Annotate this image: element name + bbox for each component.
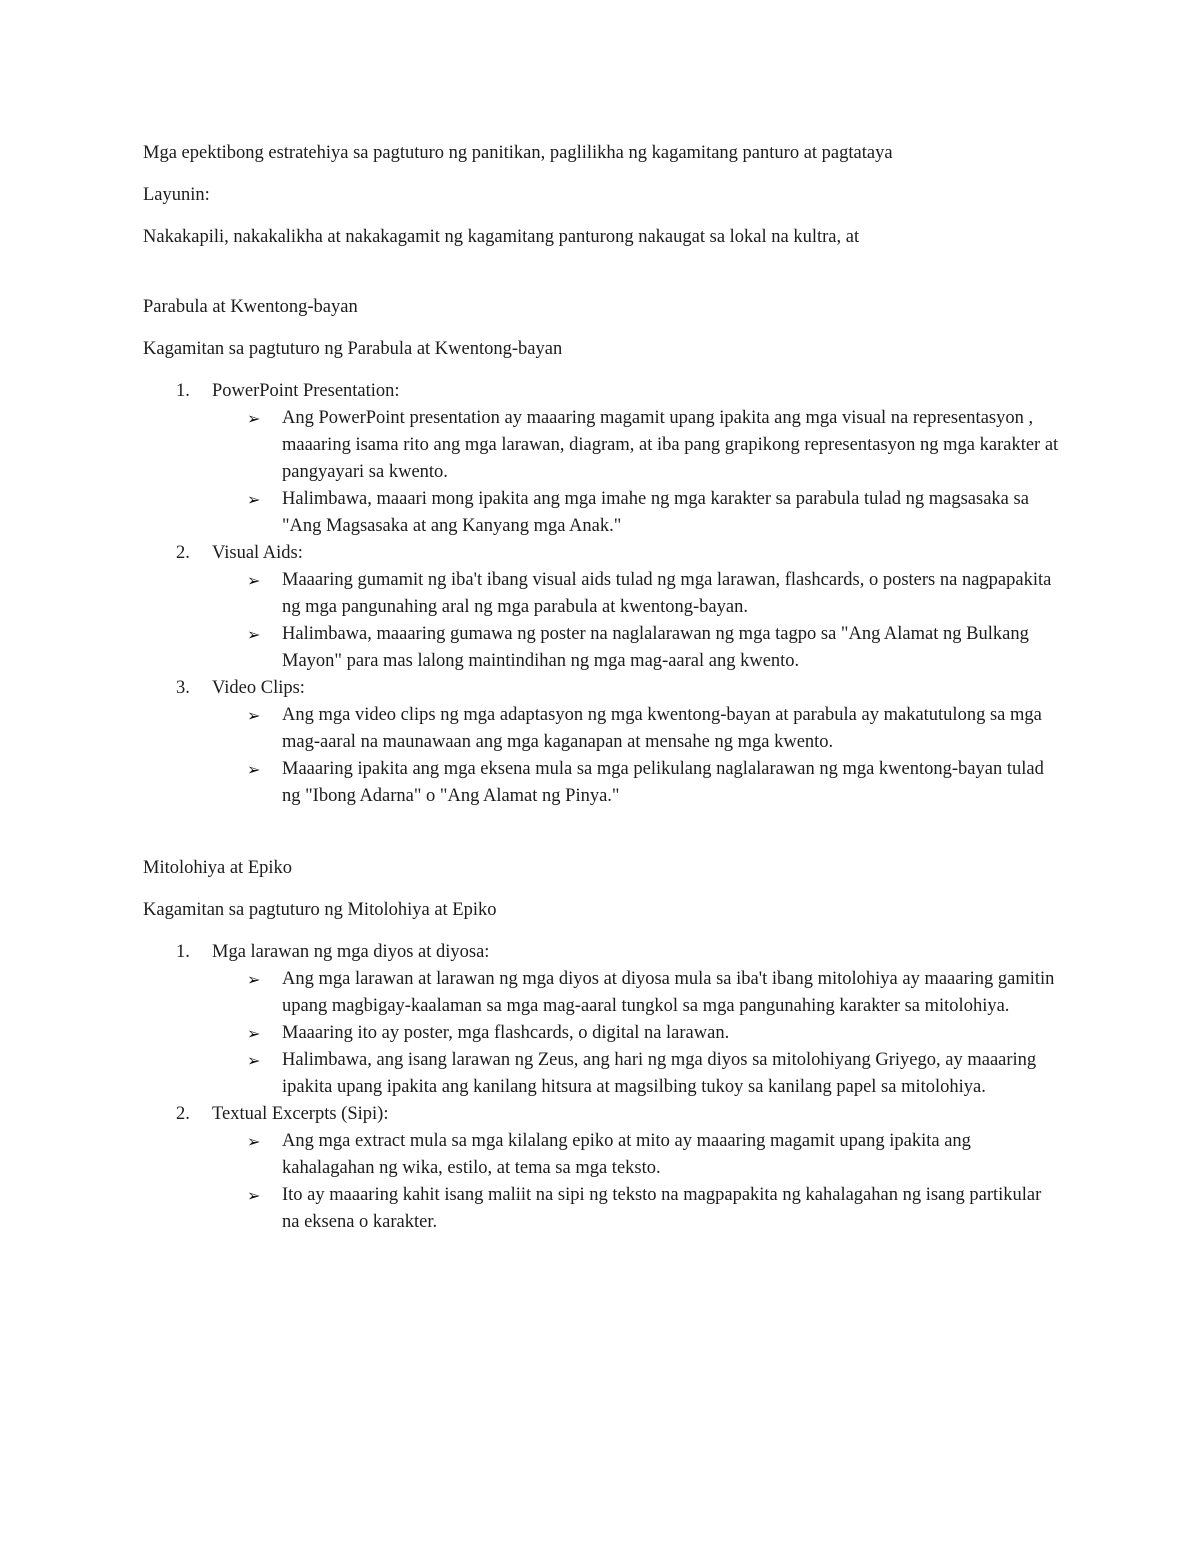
bullet-text: Ang mga extract mula sa mga kilalang epiko at mito ay maaaring magamit upang ipakita ang kahalagahan ng wika, estilo, at tema sa mga teksto. xyxy=(282,1131,971,1178)
list-item-label: Textual Excerpts (Sipi): xyxy=(212,1104,389,1124)
bullet-list xyxy=(212,1128,1063,1236)
list-number: 3. xyxy=(176,678,190,698)
list-number: 1. xyxy=(176,381,190,401)
bullet-text: Ang PowerPoint presentation ay maaaring magamit upang ipakita ang mga visual na representasyon , maaaring isama rito ang mga larawan, diagram, at iba pang grapikong representasyon ng mga karakter at pangyayari sa kwento. xyxy=(282,408,1059,482)
section-subheading: Kagamitan sa pagtuturo ng Parabula at Kwentong-bayan xyxy=(143,339,563,359)
bullet-list xyxy=(212,567,1063,675)
objective-label: Layunin: xyxy=(143,185,210,205)
arrowhead-bullet-icon: ➢ xyxy=(247,490,261,509)
bullet-item xyxy=(247,1182,1063,1236)
bullet-text: Halimbawa, maaaring gumawa ng poster na naglalarawan ng mga tagpo sa "Ang Alamat ng Bulkang Mayon" para mas lalong maintindihan ng mga mag-aaral ang kwento. xyxy=(282,624,1029,671)
bullet-text: Halimbawa, ang isang larawan ng Zeus, ang hari ng mga diyos sa mitolohiyang Griyego, ay maaaring ipakita upang ipakita ang kanilang hitsura at magsilbing tukoy sa kanilang papel sa mitolohiya. xyxy=(282,1050,1037,1097)
objective-text: Nakakapili, nakakalikha at nakakagamit ng kagamitang panturong nakaugat sa lokal na kultra, at xyxy=(143,227,860,247)
bullet-item xyxy=(247,405,1063,486)
list-number: 2. xyxy=(176,543,190,563)
section-mitolohiya xyxy=(143,855,1063,1236)
arrowhead-bullet-icon: ➢ xyxy=(247,970,261,989)
arrowhead-bullet-icon: ➢ xyxy=(247,706,261,725)
bullet-text: Ang mga video clips ng mga adaptasyon ng mga kwentong-bayan at parabula ay makatutulong sa mga mag-aaral na maunawaan ang mga kaganapan at mensahe ng mga kwento. xyxy=(282,705,1042,752)
section-subheading: Kagamitan sa pagtuturo ng Mitolohiya at Epiko xyxy=(143,900,497,920)
bullet-item xyxy=(247,1128,1063,1182)
arrowhead-bullet-icon: ➢ xyxy=(247,409,261,428)
document-title: Mga epektibong estratehiya sa pagtuturo ng panitikan, paglilikha ng kagamitang panturo at pagtataya xyxy=(143,143,893,163)
list-item xyxy=(143,1101,1063,1236)
list-item-label: Mga larawan ng mga diyos at diyosa: xyxy=(212,942,490,962)
bullet-item xyxy=(247,1020,1063,1047)
section-parabula xyxy=(143,294,1063,810)
list-item-label: PowerPoint Presentation: xyxy=(212,381,400,401)
list-number: 1. xyxy=(176,942,190,962)
bullet-text: Maaaring gumamit ng iba't ibang visual aids tulad ng mga larawan, flashcards, o posters na nagpapakita ng mga pangunahing aral ng mga parabula at kwentong-bayan. xyxy=(282,570,1052,617)
arrowhead-bullet-icon: ➢ xyxy=(247,1024,261,1043)
bullet-text: Maaaring ito ay poster, mga flashcards, o digital na larawan. xyxy=(282,1023,730,1043)
arrowhead-bullet-icon: ➢ xyxy=(247,571,261,590)
section-gap xyxy=(143,251,1063,294)
arrowhead-bullet-icon: ➢ xyxy=(247,1186,261,1205)
arrowhead-bullet-icon: ➢ xyxy=(247,1132,261,1151)
section-gap xyxy=(143,810,1063,855)
section-heading: Parabula at Kwentong-bayan xyxy=(143,297,358,317)
list-item xyxy=(143,378,1063,540)
list-item xyxy=(143,939,1063,1101)
list-item-label: Video Clips: xyxy=(212,678,305,698)
arrowhead-bullet-icon: ➢ xyxy=(247,625,261,644)
arrowhead-bullet-icon: ➢ xyxy=(247,760,261,779)
numbered-list xyxy=(143,378,1063,810)
numbered-list xyxy=(143,939,1063,1236)
arrowhead-bullet-icon: ➢ xyxy=(247,1051,261,1070)
bullet-item xyxy=(247,1047,1063,1101)
bullet-text: Maaaring ipakita ang mga eksena mula sa mga pelikulang naglalarawan ng mga kwentong-bayan tulad ng "Ibong Adarna" o "Ang Alamat ng Pinya." xyxy=(282,759,1044,806)
bullet-item xyxy=(247,486,1063,540)
list-item xyxy=(143,675,1063,810)
bullet-text: Ang mga larawan at larawan ng mga diyos at diyosa mula sa iba't ibang mitolohiya ay maaaring gamitin upang magbigay-kaalaman sa mga mag-aaral tungkol sa mga pangunahing karakter sa mitolohiya. xyxy=(282,969,1055,1016)
bullet-item xyxy=(247,621,1063,675)
bullet-text: Ito ay maaaring kahit isang maliit na sipi ng teksto na magpapakita ng kahalagahan ng isang partikular na eksena o karakter. xyxy=(282,1185,1042,1232)
list-item xyxy=(143,540,1063,675)
bullet-list xyxy=(212,405,1063,540)
bullet-list xyxy=(212,702,1063,810)
bullet-text: Halimbawa, maaari mong ipakita ang mga imahe ng mga karakter sa parabula tulad ng magsasaka sa "Ang Magsasaka at ang Kanyang mga Anak." xyxy=(282,489,1029,536)
list-item-label: Visual Aids: xyxy=(212,543,303,563)
section-heading: Mitolohiya at Epiko xyxy=(143,858,293,878)
bullet-item xyxy=(247,966,1063,1020)
document-page xyxy=(143,140,1063,1236)
bullet-list xyxy=(212,966,1063,1101)
bullet-item xyxy=(247,702,1063,756)
bullet-item xyxy=(247,756,1063,810)
list-number: 2. xyxy=(176,1104,190,1124)
bullet-item xyxy=(247,567,1063,621)
